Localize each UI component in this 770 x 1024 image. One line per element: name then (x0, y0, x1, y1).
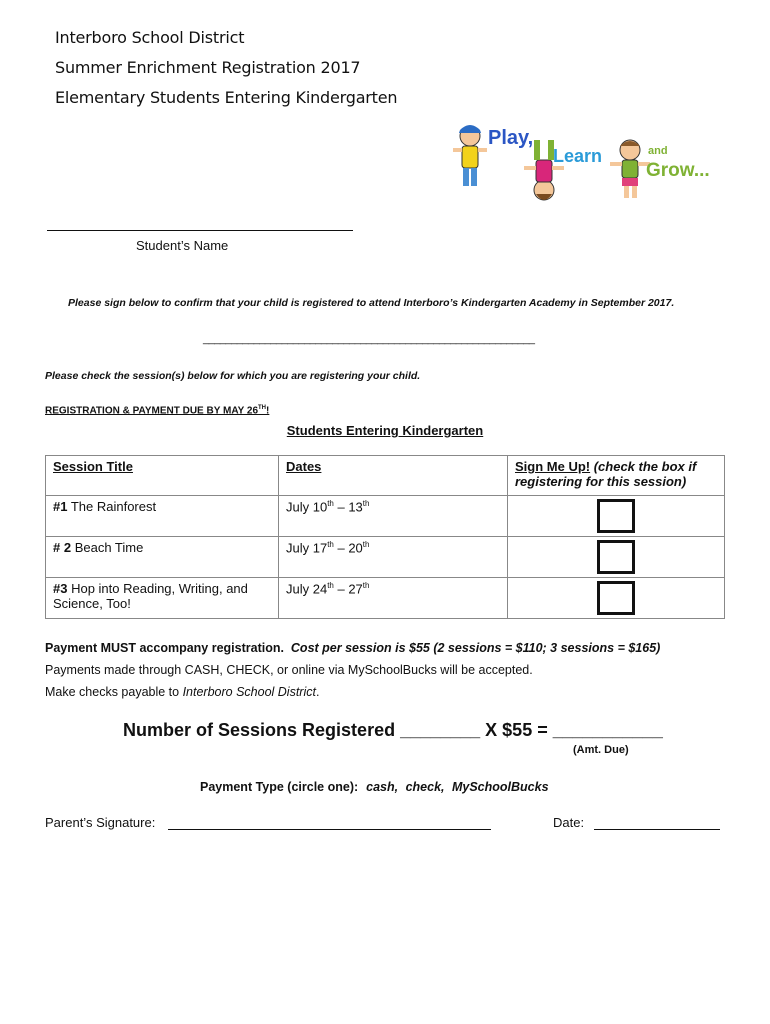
session-number: #3 (53, 581, 68, 596)
session-title-cell (46, 496, 279, 537)
session-3-checkbox[interactable] (597, 581, 635, 615)
number-of-sessions-calculation[interactable]: Number of Sessions Registered ________ X $55 = ___________ (123, 720, 663, 740)
logo-word-learn: Learn (553, 146, 603, 166)
session-checkbox-cell (508, 537, 725, 578)
confirm-signature-blank[interactable]: ___________________________________________________________ (203, 333, 535, 345)
registration-due-notice (45, 405, 269, 416)
checks-prefix: Make checks payable to (45, 685, 183, 699)
child-figure-icon (610, 140, 650, 198)
session-dates-cell (279, 578, 508, 619)
date-end: – 27 (333, 581, 363, 597)
date-start: July 24 (286, 581, 328, 597)
table-row (46, 496, 725, 537)
sign-confirm-instruction: Please sign below to confirm that your child is registered to attend Interboro’s Kindergarten Academy in September 2017. (68, 297, 675, 309)
session-1-checkbox[interactable] (597, 499, 635, 533)
date-start-sup: th (327, 499, 334, 508)
student-name-line[interactable] (47, 230, 353, 231)
logo-word-play: Play, (488, 127, 534, 149)
program-title: Summer Enrichment Registration 2017 (55, 58, 361, 77)
session-number: # 2 (53, 540, 72, 555)
date-end-sup: th (362, 499, 370, 508)
checks-payee: Interboro School District (182, 685, 316, 699)
logo-word-grow: Grow... (646, 160, 710, 181)
reg-due-text: REGISTRATION & PAYMENT DUE BY MAY 26 (45, 405, 259, 417)
play-learn-grow-logo (448, 118, 718, 206)
session-title-cell (46, 537, 279, 578)
date-end: – 13 (333, 499, 363, 515)
header-session-title (46, 456, 279, 496)
date-end-sup: th (362, 581, 370, 590)
program-subtitle: Elementary Students Entering Kindergarten (55, 88, 398, 107)
payment-type-options[interactable]: cash, check, MySchoolBucks (366, 780, 549, 794)
check-sessions-instruction: Please check the session(s) below for which you are registering your child. (45, 370, 421, 382)
date-start-sup: th (327, 540, 334, 549)
parent-signature-line[interactable] (168, 829, 491, 830)
date-start-sup: th (327, 581, 334, 590)
session-dates-cell (279, 537, 508, 578)
payment-requirement (45, 641, 660, 655)
sessions-table (45, 455, 725, 619)
session-2-checkbox[interactable] (597, 540, 635, 574)
payment-type-row (200, 780, 549, 794)
payment-methods: Payments made through CASH, CHECK, or online via MySchoolBucks will be accepted. (45, 663, 533, 677)
payment-cost: Cost per session is $55 (2 sessions = $110; 3 sessions = $165) (290, 641, 661, 655)
date-line[interactable] (594, 829, 720, 830)
session-title: The Rainforest (67, 499, 157, 514)
reg-due-suffix: ! (266, 405, 270, 417)
table-header-row (46, 456, 725, 496)
payment-checks (45, 685, 319, 699)
date-label: Date: (553, 815, 585, 830)
session-checkbox-cell (508, 578, 725, 619)
checks-suffix: . (315, 685, 320, 699)
date-end: – 20 (333, 540, 363, 556)
logo-word-and: and (648, 145, 668, 157)
table-row (46, 537, 725, 578)
payment-type-label: Payment Type (circle one): (200, 780, 359, 794)
reg-due-sup: TH (258, 405, 267, 411)
session-checkbox-cell (508, 496, 725, 537)
header-dates-label: Dates (286, 459, 322, 474)
payment-must: Payment MUST accompany registration. (45, 641, 284, 655)
parent-signature-label: Parent’s Signature: (45, 815, 156, 830)
session-title-cell (46, 578, 279, 619)
district-name: Interboro School District (55, 28, 245, 47)
sign-me-up-label: Sign Me Up! (515, 459, 591, 474)
session-number: #1 (53, 499, 68, 514)
sign-me-up-note: (check the box if registering for this session) (515, 459, 697, 489)
table-row (46, 578, 725, 619)
date-start: July 10 (286, 499, 328, 515)
student-name-label: Student’s Name (136, 238, 229, 253)
date-start: July 17 (286, 540, 328, 556)
amount-due-label: (Amt. Due) (573, 744, 629, 756)
table-title: Students Entering Kindergarten (286, 423, 484, 438)
child-figure-icon (453, 125, 487, 186)
session-title: Hop into Reading, Writing, and Science, Too! (53, 581, 248, 611)
header-session-title-label: Session Title (53, 459, 133, 474)
session-dates-cell (279, 496, 508, 537)
date-end-sup: th (362, 540, 370, 549)
header-dates (279, 456, 508, 496)
session-title: Beach Time (71, 540, 144, 555)
header-sign-me-up (508, 456, 725, 496)
